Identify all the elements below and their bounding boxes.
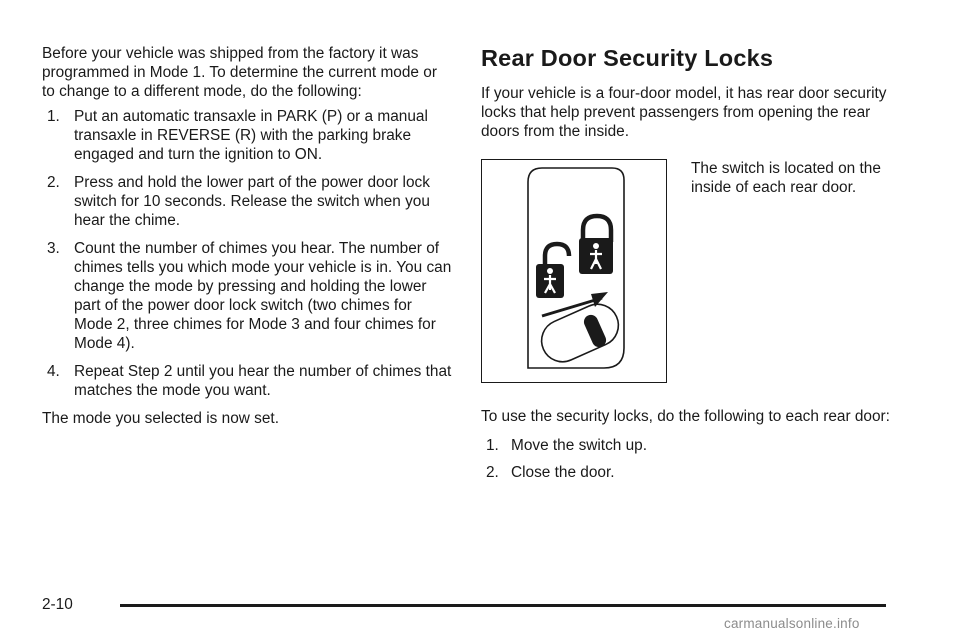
- security-lock-switch-illustration: [481, 159, 667, 383]
- security-step: 1. Move the switch up.: [486, 437, 648, 454]
- page-number: 2-10: [42, 596, 73, 613]
- mode-step: 2. Press and hold the lower part of the power door lock switch for 10 seconds. Release the switch when you hear the chime.: [47, 174, 430, 229]
- child-lock-locked-icon: [579, 216, 613, 274]
- section-heading: Rear Door Security Locks: [481, 45, 774, 71]
- mode-step: 1. Put an automatic transaxle in PARK (P) or a manual transaxle in REVERSE (R) with the parking brake engaged and turn the ignition to ON.: [47, 108, 428, 163]
- mode-step: 3. Count the number of chimes you hear. The number of chimes tells you which mode your vehicle is in. You can change the mode by pressing and holding the lower part of the power door lock switch (two chimes for Mode 2, three chimes for Mode 3 and four chimes for Mode 4).: [47, 240, 452, 352]
- figure-caption: The switch is located on the inside of each rear door.: [691, 160, 881, 196]
- security-steps-list: [481, 436, 911, 482]
- watermark-link[interactable]: carmanualsonline.info: [724, 616, 860, 631]
- door-switch-icon: [482, 160, 665, 381]
- mode-intro-paragraph: Before your vehicle was shipped from the factory it was programmed in Mode 1. To determine the current mode or to change to a different mode, do the following:: [42, 45, 437, 100]
- mode-step: 4. Repeat Step 2 until you hear the number of chimes that matches the mode you want.: [47, 363, 452, 399]
- child-lock-unlocked-icon: [536, 244, 569, 298]
- footer-divider: [120, 604, 886, 607]
- figure-row: [481, 159, 911, 385]
- right-column: [481, 44, 911, 490]
- security-locks-instructions: To use the security locks, do the following to each rear door:: [481, 408, 890, 425]
- left-column: [42, 44, 452, 428]
- security-step: 2. Close the door.: [486, 464, 615, 481]
- mode-steps-list: [42, 107, 452, 400]
- mode-outro-paragraph: The mode you selected is now set.: [42, 410, 279, 427]
- security-locks-intro: If your vehicle is a four-door model, it has rear door security locks that help prevent passengers from opening the rear doors from the inside.: [481, 85, 887, 140]
- switch-slot-icon: [535, 298, 625, 369]
